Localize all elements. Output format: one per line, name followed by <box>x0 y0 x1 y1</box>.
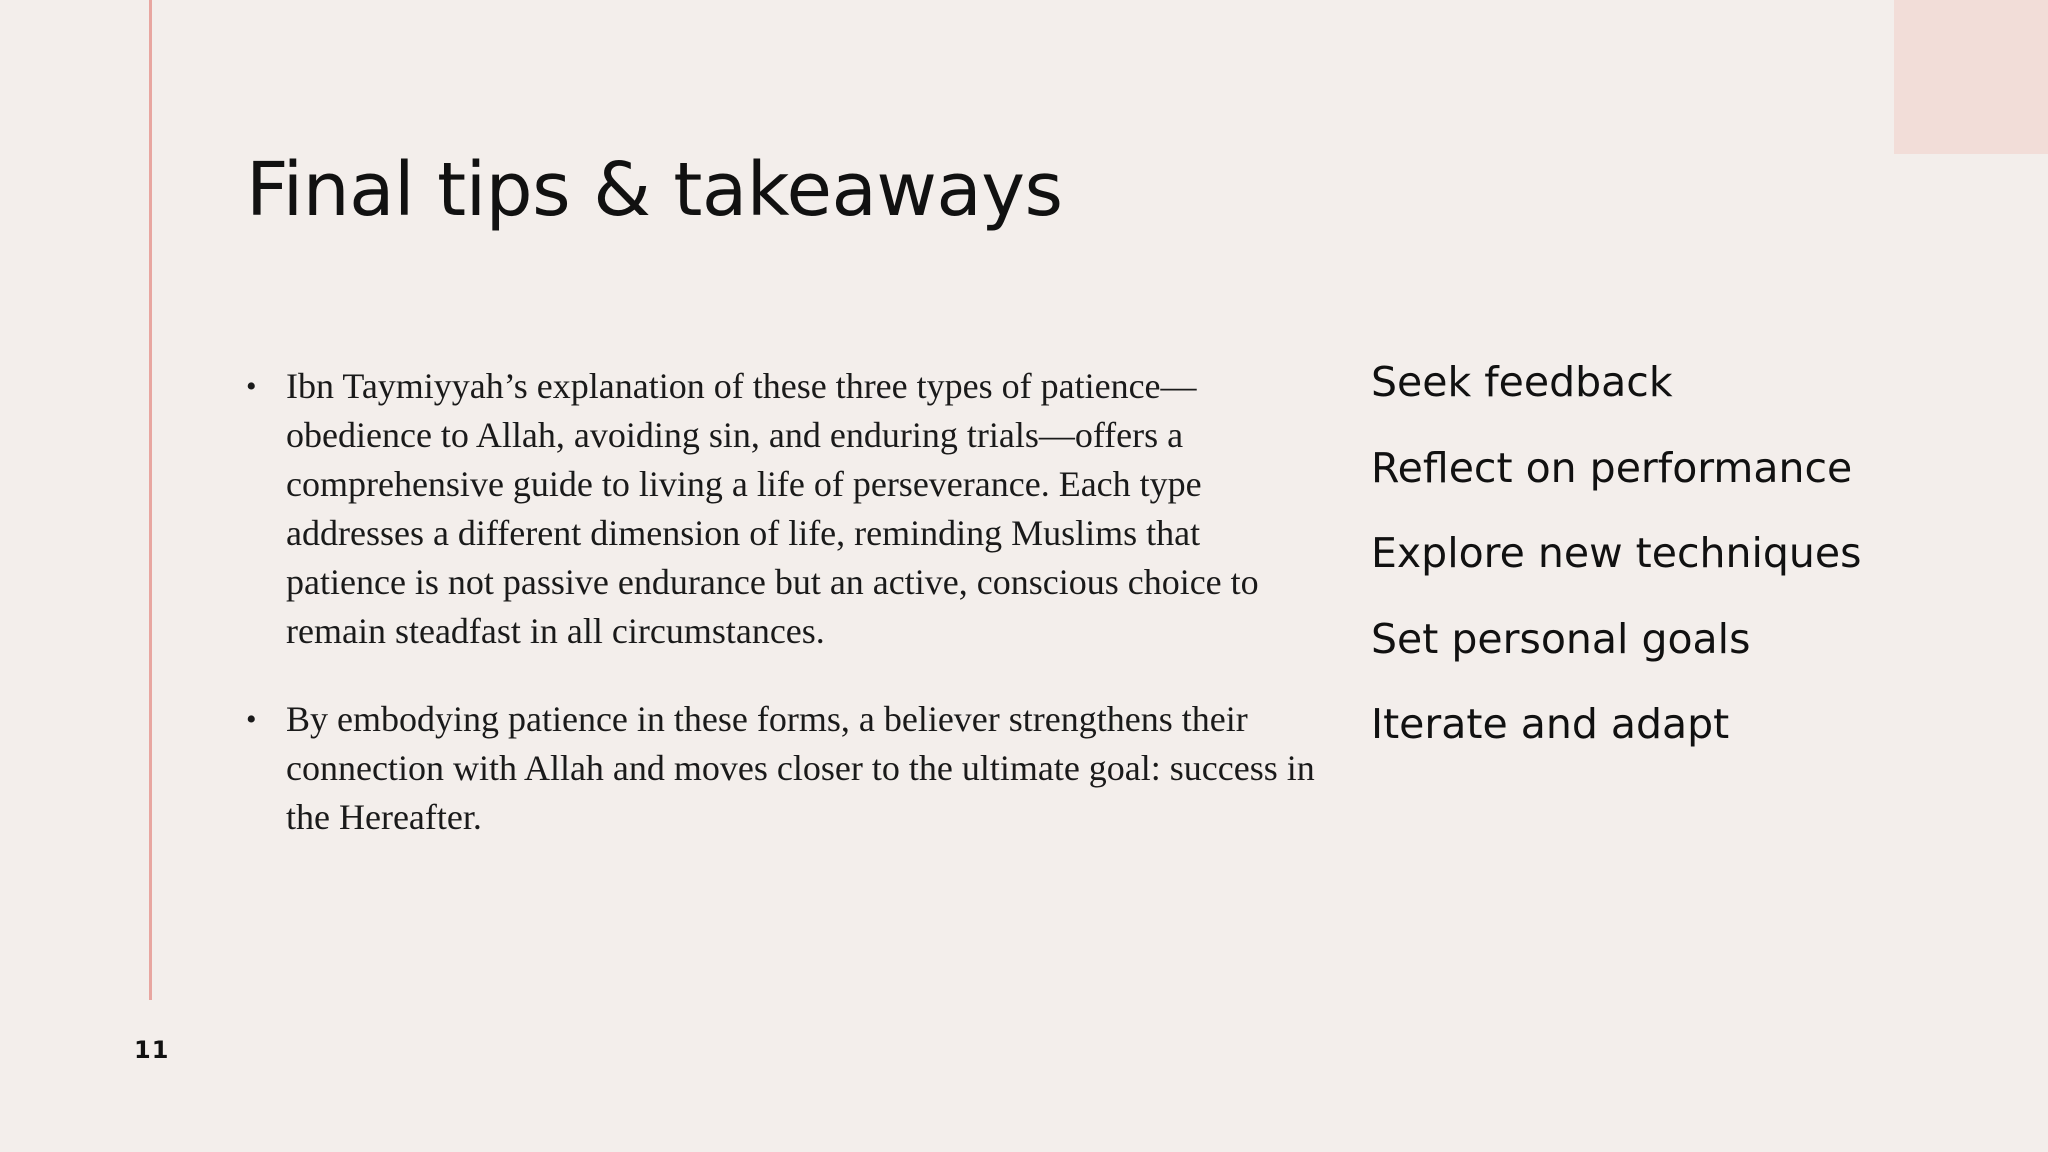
bullet-dot-icon: • <box>246 370 257 403</box>
body-bullet-list <box>246 362 1326 881</box>
corner-accent-block <box>1894 0 2048 154</box>
bullet-item <box>246 695 1326 842</box>
bullet-dot-icon: • <box>246 703 257 736</box>
tip-item: Explore new techniques <box>1371 529 1862 577</box>
slide-title: Final tips & takeaways <box>246 147 1063 233</box>
tip-item: Iterate and adapt <box>1371 700 1730 748</box>
tips-list <box>1371 352 1861 780</box>
tip-item: Set personal goals <box>1371 614 1751 663</box>
bullet-text: Ibn Taymiyyah’s explanation of these three types of patience—obedience to Allah, avoiding sin, and enduring trials—offers a comprehensive guide to living a life of perseverance. Each type addresses a different dimension of life, reminding Muslims that patience is not passive endurance but an active, conscious choice to remain steadfast in all circumstances. <box>286 366 1259 651</box>
tip-item: Reflect on performance <box>1371 443 1853 492</box>
tip-item: Seek feedback <box>1371 358 1673 406</box>
page-number: 11 <box>134 1036 170 1064</box>
bullet-item <box>246 362 1326 656</box>
accent-line <box>149 0 152 1000</box>
bullet-text: By embodying patience in these forms, a believer strengthens their connection with Allah and moves closer to the ultimate goal: success in the Hereafter. <box>286 699 1315 837</box>
